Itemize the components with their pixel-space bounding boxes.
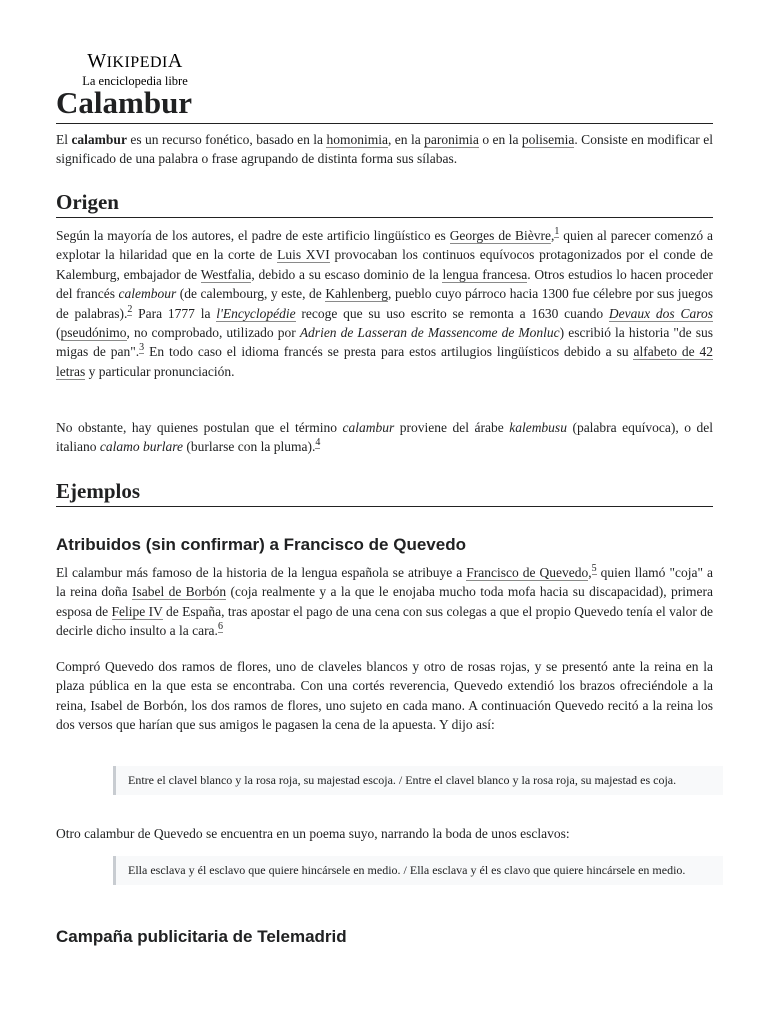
- link-homonimia[interactable]: homonimia: [326, 132, 388, 147]
- heading-origen: Origen: [56, 189, 713, 218]
- link-westfalia[interactable]: Westfalia: [200, 266, 252, 282]
- ejemplos-paragraph-1: El calambur más famoso de la historia de la lengua española se atribuye a Francisco de Quevedo,$^5$ quien llamó "coja" a la reina doña Isabel de Borbón (coja realmente y a la que le enojaba mucho toda mofa hacia su discapacidad), primera esposa de Felipe IV de España, tras apostar el pago de una cena con sus colegas a que el propio Quevedo tenía el valor de decirle dicho insulto a la cara.$^6$: [56, 563, 713, 639]
- page-title: Calambur: [56, 84, 713, 124]
- link-francisco-de-quevedo[interactable]: Francisco de Quevedo: [466, 565, 589, 580]
- link-paronimia[interactable]: paronimia: [424, 132, 479, 147]
- link-encyclopedie[interactable]: l'Encyclopédie: [216, 305, 296, 321]
- ejemplos-paragraph-2: Compró Quevedo dos ramos de flores, uno de claveles blancos y otro de rosas rojas, y se presentó ante la reina en la plaza pública en la que esta se encontraba. Con una cortés reverencia, Quevedo extendió los brazos ofreciéndole a la reina, Isabel de Borbón, los dos ramos de flores, uno sujeto en cada mano. A continuación Quevedo recitó a la reina los dos versos que harían que sus amigos le pagasen la cena de la apuesta. Y dijo así:: [56, 659, 713, 733]
- link-georges-de-bievre[interactable]: Georges de Bièvre: [449, 228, 551, 243]
- link-polisemia[interactable]: polisemia: [521, 132, 575, 147]
- logo-wordmark: WIKIPEDIA: [87, 50, 183, 72]
- ref-2[interactable]: 2: [127, 303, 133, 315]
- link-felipe-iv[interactable]: Felipe IV: [111, 603, 163, 619]
- ref-6[interactable]: 6: [217, 621, 223, 633]
- ejemplos-paragraph-3: Otro calambur de Quevedo se encuentra en un poema suyo, narrando la boda de unos esclavos:: [56, 826, 570, 841]
- ref-3[interactable]: 3: [139, 342, 145, 354]
- ref-1[interactable]: 1: [554, 226, 560, 237]
- intro-paragraph: El calambur es un recurso fonético, basado en la homonimia, en la paronimia o en la polisemia. Consiste en modificar el significado de una palabra o frase agrupando de distinta forma sus sílabas.: [56, 132, 713, 167]
- subheading-quevedo: Atribuidos (sin confirmar) a Francisco de Quevedo: [56, 535, 466, 554]
- heading-ejemplos: Ejemplos: [56, 478, 713, 507]
- link-lengua-francesa[interactable]: lengua francesa: [442, 266, 528, 282]
- link-kahlenberg[interactable]: Kahlenberg: [325, 286, 389, 302]
- subheading-telemadrid: Campaña publicitaria de Telemadrid: [56, 927, 347, 946]
- quote-block-2: Ella esclava y él esclavo que quiere hincársele en medio. / Ella esclava y él es clavo que quiere hincársele en medio.: [113, 856, 723, 885]
- ref-5[interactable]: 5: [591, 563, 597, 574]
- link-isabel-de-borbon[interactable]: Isabel de Borbón: [132, 584, 227, 600]
- term-bold: calambur: [71, 132, 127, 147]
- link-luis-xvi[interactable]: Luis XVI: [277, 247, 330, 263]
- link-alfabeto[interactable]: alfabeto de 42 letras: [56, 344, 714, 379]
- link-devaux-dos-caros[interactable]: Devaux dos Caros: [608, 305, 713, 321]
- origen-paragraph-2: No obstante, hay quienes postulan que el término calambur proviene del árabe kalembusu (palabra equívoca), o del italiano calamo burlare (burlarse con la pluma).$^4$: [56, 420, 713, 455]
- link-pseudonimo[interactable]: pseudónimo: [60, 325, 127, 341]
- origen-paragraph-1: Según la mayoría de los autores, el padre de este artificio lingüístico es Georges de Bièvre,$^1$ quien al parecer comenzó a explotar la hilaridad que en la corte de Luis XVI provocaban los continuos equívocos protagonizados por el conde de Kalemburg, embajador de Westfalia, debido a su escaso dominio de la lengua francesa. Otros estudios lo hacen proceder del francés calembour (de calembourg, y este, de Kahlenberg, pueblo cuyo párroco hacia 1300 fue célebre por sus juegos de palabras).$^2$ Para 1777 la l'Encyclopédie recoge que su uso escrito se remonta a 1630 cuando Devaux dos Caros (pseudónimo, no comprobado, utilizado por Adrien de Lasseran de Massencome de Monluc) escribió la historia "de sus migas de pan".$^3$ En todo caso el idioma francés se presta para estos artilugios lingüísticos debido a su alfabeto de 42 letras y particular pronunciación.: [56, 226, 714, 379]
- ref-4[interactable]: 4: [315, 437, 321, 449]
- quote-block-1: Entre el clavel blanco y la rosa roja, su majestad escoja. / Entre el clavel blanco y la rosa roja, su majestad es coja.: [113, 766, 723, 795]
- logo-tagline: La enciclopedia libre: [82, 74, 188, 88]
- wikipedia-logo[interactable]: [76, 50, 194, 88]
